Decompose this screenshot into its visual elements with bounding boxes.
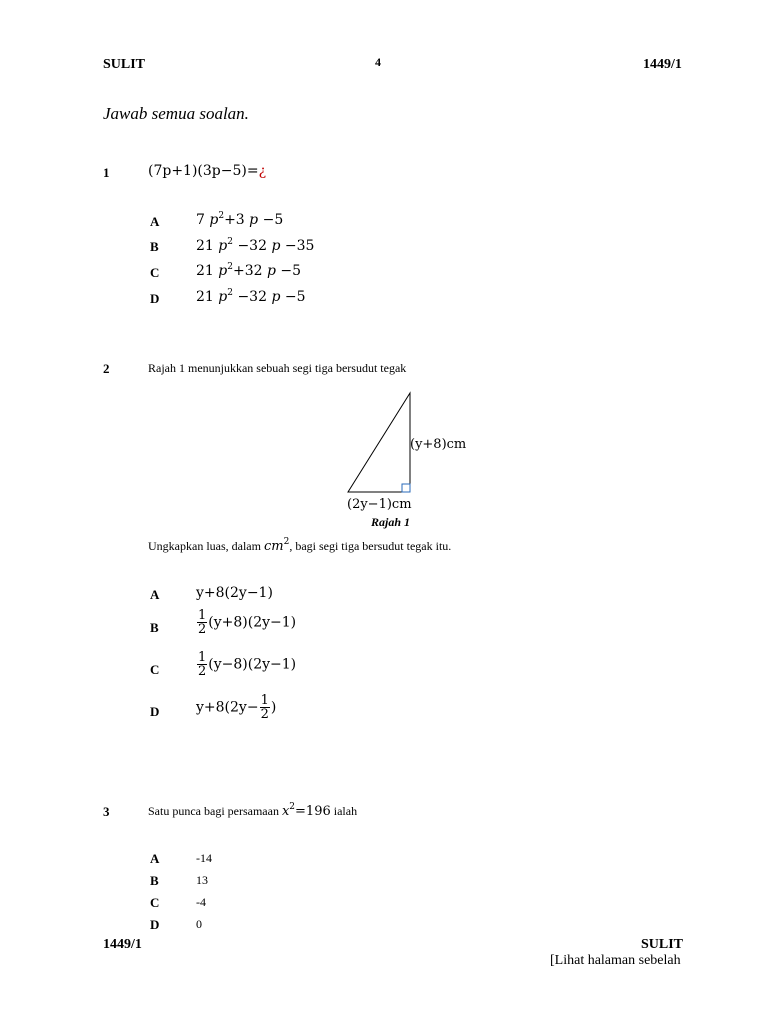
q2-c-frac-den: 2: [198, 664, 207, 679]
q2-option-b[interactable]: [196, 609, 296, 636]
q2-c-frac-num: 1: [198, 650, 207, 665]
q3-text-before: Satu punca bagi persamaan: [148, 804, 282, 818]
footer-sulit: SULIT: [641, 937, 684, 952]
q2-option-c-letter: C: [150, 662, 160, 677]
q3-eq-exp: 2: [289, 802, 296, 812]
q1-option-a-letter: A: [150, 214, 160, 229]
header-sulit: SULIT: [103, 57, 146, 72]
q1-c-coef: 21: [196, 263, 214, 279]
base-label: (2y−1)cm: [347, 497, 412, 512]
q3-eq-var: x: [281, 804, 290, 819]
q2-number: 2: [103, 361, 110, 376]
q2-c-fraction: [197, 651, 207, 678]
q2-d-suffix: ): [270, 699, 277, 716]
q1-b-mid: −32: [237, 238, 267, 254]
q2-question-after: , bagi segi tiga bersudut tegak itu.: [289, 539, 452, 553]
q1-c-exp: 2: [227, 262, 233, 272]
q2-d-frac-num: 1: [260, 693, 269, 708]
q3-option-c-letter: C: [150, 895, 160, 910]
q1-number: 1: [103, 165, 110, 180]
q1-option-d-letter: D: [150, 291, 160, 306]
q1-a-const: −5: [262, 212, 284, 228]
q2-c-expr: (y−8)(2y−1): [208, 656, 297, 673]
q2-option-b-letter: B: [150, 620, 159, 635]
footer-code: 1449/1: [103, 937, 142, 952]
q2-option-a-letter: A: [150, 587, 160, 602]
q2-option-a[interactable]: y+8(2y−1): [196, 585, 273, 601]
instruction: Jawab semua soalan.: [103, 104, 249, 123]
q3-option-c[interactable]: -4: [196, 895, 206, 909]
page-number: 4: [375, 55, 381, 69]
q1-c-var2: p: [266, 263, 276, 279]
q1-stem: [148, 163, 266, 179]
q2-text: Rajah 1 menunjukkan sebuah segi tiga bersudut tegak: [148, 361, 407, 375]
q1-a-exp: 2: [218, 211, 225, 221]
q1-option-d[interactable]: [196, 289, 306, 305]
q1-d-var2: p: [271, 289, 281, 305]
q2-option-d[interactable]: [196, 694, 276, 721]
q1-d-const: −5: [284, 289, 306, 305]
q3-option-d[interactable]: 0: [196, 917, 202, 931]
triangle-outline: [348, 393, 410, 492]
q2-option-d-letter: D: [150, 704, 160, 719]
q1-c-const: −5: [280, 263, 302, 279]
q3-option-a-letter: A: [150, 851, 160, 866]
q2-b-frac-num: 1: [198, 608, 207, 623]
q2-d-prefix: y+8(2y−: [196, 699, 259, 716]
q1-d-var: p: [218, 289, 228, 305]
q1-b-const: −35: [284, 238, 315, 254]
q1-a-var: p: [209, 212, 219, 228]
q3-option-b-letter: B: [150, 873, 159, 888]
right-angle-marker: [402, 484, 410, 492]
q3-option-a[interactable]: -14: [196, 851, 212, 865]
q1-option-c[interactable]: [196, 263, 301, 279]
q2-d-fraction: [260, 694, 270, 721]
q3-option-b[interactable]: 13: [196, 873, 208, 887]
q1-option-b-letter: B: [150, 239, 159, 254]
q2-b-frac-den: 2: [198, 622, 207, 637]
footer-note: [Lihat halaman sebelah: [550, 953, 681, 968]
q1-option-b[interactable]: [196, 238, 314, 254]
q2-unit-exp: 2: [283, 537, 290, 547]
q1-a-coef: 7: [196, 212, 205, 228]
q2-question-before: Ungkapkan luas, dalam: [148, 539, 264, 553]
q1-option-a[interactable]: [196, 212, 283, 228]
q3-text-after: ialah: [330, 804, 358, 818]
q1-a-mid: +3: [224, 212, 245, 228]
q3-text: [148, 804, 357, 819]
q1-b-coef: 21: [196, 238, 214, 254]
q1-a-var2: p: [249, 212, 259, 228]
q2-option-c[interactable]: [196, 651, 296, 678]
q2-unit: cm: [263, 539, 284, 554]
q1-b-exp: 2: [227, 237, 233, 247]
q3-option-d-letter: D: [150, 917, 160, 932]
height-label: (y+8)cm: [410, 437, 467, 452]
q1-stem-mark: ¿: [258, 163, 267, 179]
q2-d-frac-den: 2: [260, 707, 269, 722]
q3-eq-rest: =196: [295, 804, 331, 819]
q1-c-mid: +32: [232, 263, 263, 279]
q1-b-var2: p: [271, 238, 281, 254]
q1-stem-expression: (7p+1)(3p−5)=: [148, 163, 259, 179]
q1-d-coef: 21: [196, 289, 214, 305]
q1-option-c-letter: C: [150, 265, 160, 280]
q1-c-var: p: [218, 263, 228, 279]
q2-b-fraction: [197, 609, 207, 636]
q1-d-mid: −32: [237, 289, 267, 305]
q2-question: [148, 539, 451, 554]
q2-b-expr: (y+8)(2y−1): [208, 614, 297, 631]
q3-number: 3: [103, 804, 110, 819]
q1-d-exp: 2: [227, 288, 233, 298]
header-code: 1449/1: [643, 57, 682, 72]
q1-b-var: p: [218, 238, 228, 254]
figure-caption: Rajah 1: [371, 515, 411, 529]
